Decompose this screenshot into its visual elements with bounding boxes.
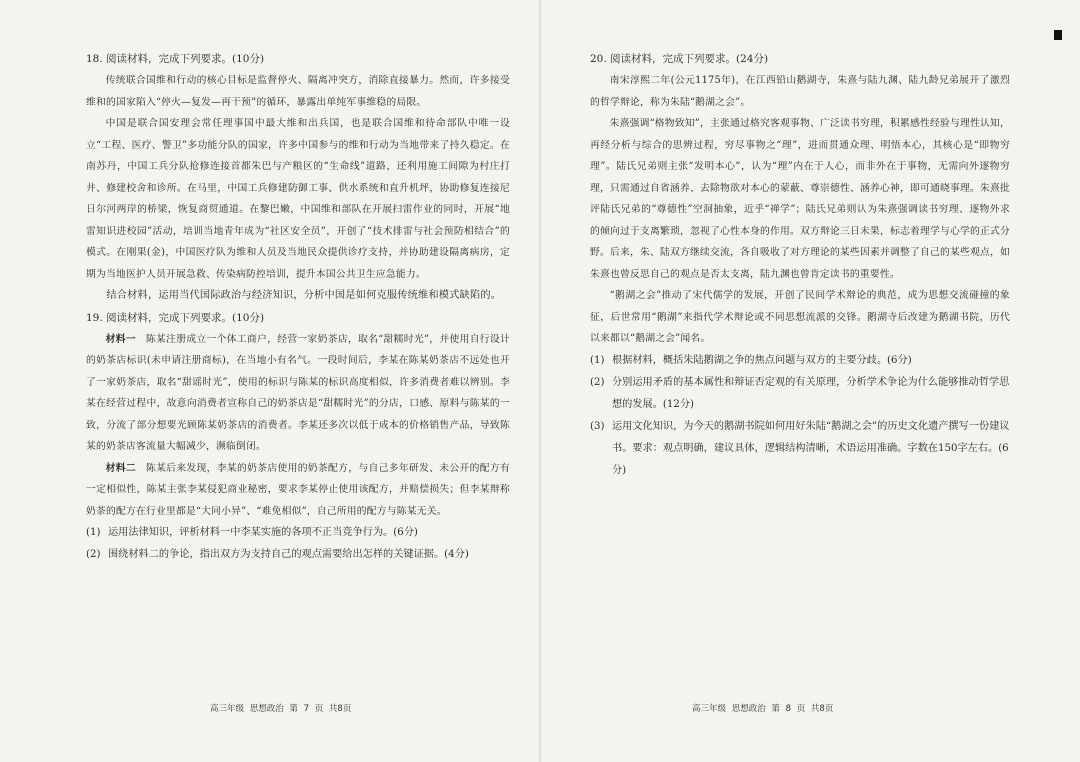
- material-1-text: 陈某注册成立一个体工商户，经营一家奶茶店，取名“甜糯时光”，并使用自行设计的奶茶店标识(未申请注册商标)，在当地小有名气。一段时间后，李某在陈某奶茶店不远处也开了一家奶茶店，取名“甜谣时光”，使用的标识与陈某的标识高度相似，许多消费者难以辨别。李某在经营过程中，故意向消费者宣称自己的奶茶店是“甜糯时光”的分店，口感、原料与陈某的一致，分流了部分想要光顾陈某奶茶店的消费者。李某还多次以低于成本的价格销售产品，导致陈某的奶茶店客流量大幅减少，濒临倒闭。: [86, 333, 510, 452]
- q20-sub-2: [590, 372, 1010, 416]
- q20-sub-3: [590, 416, 1010, 482]
- sub-text: 分别运用矛盾的基本属性和辩证否定观的有关原理，分析学术争论为什么能够推动哲学思想的发展。(12分): [612, 376, 1010, 410]
- q19-material-1: [86, 329, 510, 458]
- q18-paragraph-1: 传统联合国维和行动的核心目标是监督停火、隔离冲突方，消除直接暴力。然而，许多接受维和的国家陷入“停火—复发—再干预”的循环，暴露出单纯军事维稳的局限。: [86, 75, 510, 108]
- question-18-heading: 18. 阅读材料，完成下列要求。(10分): [86, 53, 265, 65]
- sub-number: (1): [590, 354, 605, 366]
- sub-number: (2): [590, 376, 605, 388]
- page-8-footer: 高三年级 思想政治 第 8 页 共8页: [692, 704, 834, 714]
- q20-paragraph-1: 南宋淳熙二年(公元1175年)，在江西铅山鹅湖寺，朱熹与陆九渊、陆九龄兄弟展开了激烈的哲学辩论，称为朱陆“鹅湖之会”。: [590, 75, 1010, 108]
- q20-paragraph-2: 朱熹强调“格物致知”，主张通过格究客观事物、广泛读书穷理，积累感性经验与理性认知，再经分析与综合的思辨过程，穷尽事物之“理”，进而贯通众理、明悟本心，其核心是“即物穷理”。陆氏兄弟则主张“发明本心”，认为“理”内在于人心，而非外在于事物，无需向外逐物穷理，只需通过自省涵养、去除物欲对本心的蒙蔽、尊崇德性、涵养心神，即可通晓事理。朱熹批评陆氏兄弟的“尊德性”空洞抽象，近乎“禅学”；陆氏兄弟则认为朱熹强调读书穷理、逐物外求的倾向过于支离繁琐，忽视了心性本身的作用。双方辩论三日未果，标志着理学与心学的正式分野。后来，朱、陆双方继续交流，各自吸收了对方理论的某些因素并调整了自己的某些观点，如朱熹也曾反思自己的观点是否太支离，陆九渊也曾肯定读书的重要性。: [590, 118, 1010, 280]
- page-7-footer: 高三年级 思想政治 第 7 页 共8页: [210, 704, 352, 714]
- sub-text: 运用法律知识，评析材料一中李某实施的各项不正当竞争行为。(6分): [108, 527, 418, 538]
- q18-paragraph-2: 中国是联合国安理会常任理事国中最大维和出兵国，也是联合国维和待命部队中唯一设立“工程、医疗、警卫”多功能分队的国家，许多中国参与的维和行动为当地带来了持久稳定。在南苏丹，中国工兵分队抢修连接首都朱巴与产粮区的“生命线”道路，还利用施工间隙为村庄打井、修建校舍和诊所。在马里，中国工兵修建防御工事、供水系统和直升机坪，协助修复连接尼日尔河两岸的桥梁，恢复商贸通道。在黎巴嫩，中国维和部队在开展扫雷作业的同时，开展“地雷知识进校园”活动，培训当地青年成为“社区安全员”，开创了“技术排雷与社会预防相结合”的模式。在刚果(金)，中国医疗队为维和人员及当地民众提供诊疗支持，并协助建设隔离病房，定期为当地医护人员开展急救、传染病防控培训，提升本国公共卫生应急能力。: [86, 118, 510, 280]
- q18-task: 结合材料，运用当代国际政治与经济知识，分析中国是如何克服传统维和模式缺陷的。: [106, 290, 502, 301]
- q19-sub-1: [86, 522, 510, 544]
- question-19-heading: 19. 阅读材料，完成下列要求。(10分): [86, 311, 265, 324]
- q20-paragraph-3: “鹅湖之会”推动了宋代儒学的发展，开创了民间学术辩论的典范，成为思想交流碰撞的象征，后世常用“鹅湖”来指代学术辩论或不同思想流派的交锋。鹅湖寺后改建为鹅湖书院，历代以来都以“鹅湖之会”闻名。: [590, 290, 1010, 344]
- q19-sub-2: [86, 544, 510, 566]
- q20-sub-1: [590, 350, 1010, 372]
- question-20-heading: 20. 阅读材料，完成下列要求。(24分): [590, 53, 769, 65]
- material-1-label: 材料一: [105, 333, 136, 345]
- sub-number: (3): [590, 420, 605, 432]
- q19-material-2: [86, 458, 510, 523]
- sub-number: (2): [86, 549, 101, 560]
- material-2-text: 陈某后来发现，李某的奶茶店使用的奶茶配方，与自己多年研发、未公开的配方有一定相似性，陈某主张李某侵犯商业秘密，要求李某停止使用该配方，并赔偿损失；但李某辩称奶茶的配方在行业里都是“大同小异”、“难免相似”，自己所用的配方与陈某无关。: [86, 462, 510, 517]
- sub-text: 运用文化知识，为今天的鹅湖书院如何用好朱陆“鹅湖之会”的历史文化遗产撰写一份建议书。要求：观点明确，建议具体，逻辑结构清晰，术语运用准确。字数在150字左右。(6分): [612, 420, 1010, 476]
- page-8: [540, 0, 1080, 762]
- sub-text: 围绕材料二的争论，指出双方为支持自己的观点需要给出怎样的关键证据。(4分): [108, 549, 469, 560]
- material-2-label: 材料二: [105, 462, 136, 474]
- sub-text: 根据材料，概括朱陆鹅湖之争的焦点问题与双方的主要分歧。(6分): [612, 354, 912, 366]
- sub-number: (1): [86, 527, 101, 538]
